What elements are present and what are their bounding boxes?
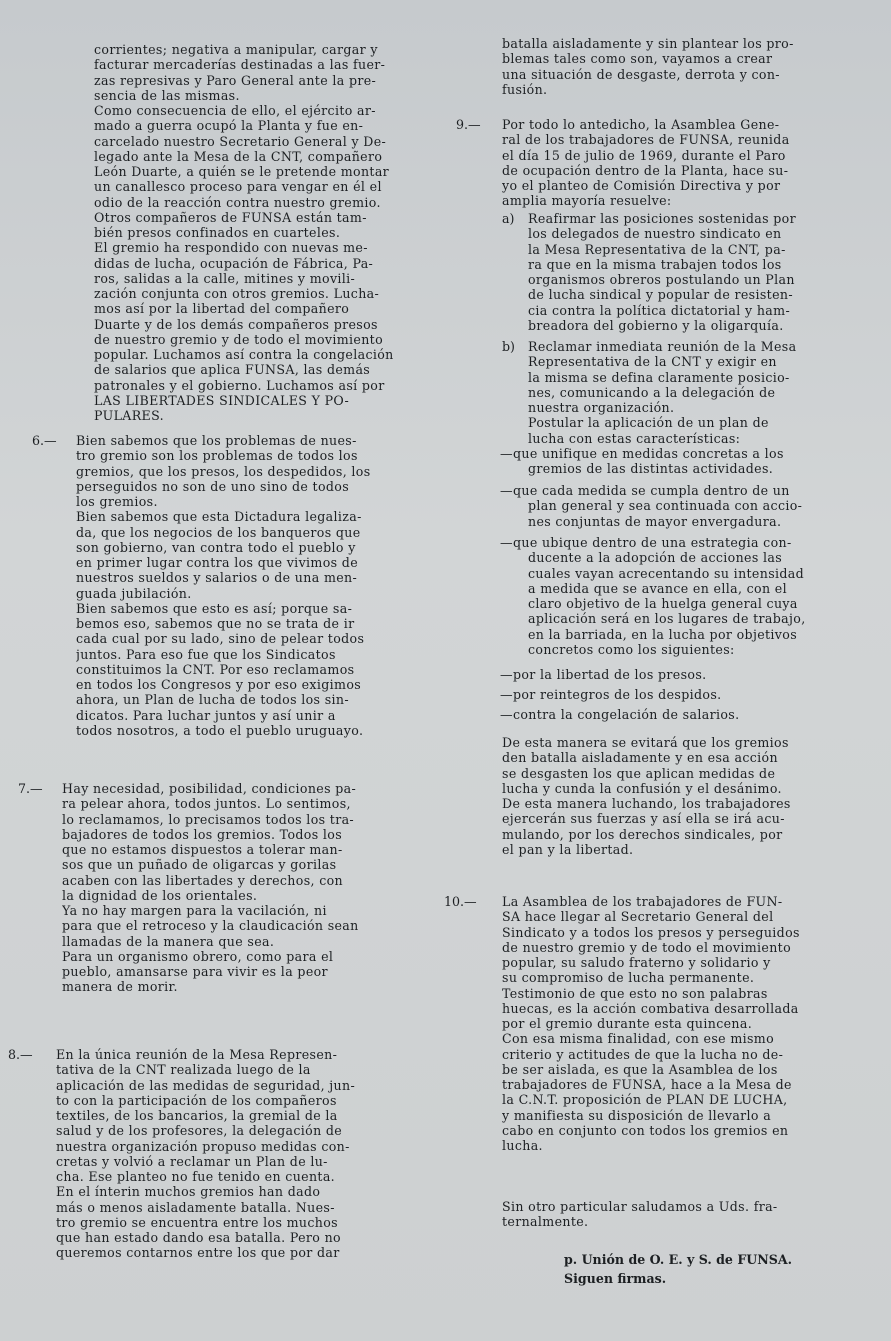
text-line: Representativa de la CNT y exigir en [528,354,777,370]
text-line: legado ante la Mesa de la CNT, compañero [94,148,383,164]
text-line: la misma se defina claramente posicio- [528,369,790,385]
text-line: ral de los trabajadores de FUNSA, reunida [502,132,790,148]
text-line: breadora del gobierno y la oligarquía. [528,317,784,333]
salutation [502,1199,878,1230]
text-line: corrientes; negativa a manipular, cargar y [94,42,378,57]
text-line: tro gremio son los problemas de todos los [76,448,358,464]
text-line: odio de la reacción contra nuestro gremio. [94,194,381,210]
text-line: textiles, de los bancarios, la gremial de la [56,1108,338,1123]
text-line: Duarte y de los demás compañeros presos [94,316,378,332]
text-line: LAS LIBERTADES SINDICALES Y PO- [94,392,350,408]
text-line: mado a guerra ocupó la Planta y fue en- [94,118,364,134]
text-line: patronales y el gobierno. Luchamos así por [94,377,385,393]
text-line: y manifiesta su disposición de llevarlo a [502,1107,772,1123]
text-line: cada cual por su lado, sino de pelear todos [76,631,365,647]
text-line: mos así por la libertad del compañero [94,301,350,317]
text-line: una situación de desgaste, derrota y con- [502,66,780,82]
text-line: tativa de la CNT realizada luego de la [56,1062,311,1078]
text-line: nes, comunicando a la delegación de [528,384,776,400]
text-line: ra pelear ahora, todos juntos. Lo sentimos, [62,796,351,812]
text-line: mulando, por los derechos sindicales, por [502,826,783,842]
text-line: —que ubique dentro de una estrategia con- [500,535,792,550]
text-line: Bien sabemos que esta Dictadura legaliza- [76,509,362,525]
text-line: Bien sabemos que los problemas de nues- [76,433,357,448]
text-line: carcelado nuestro Secretario General y De- [94,133,387,149]
text-line: perseguidos no son de uno sino de todos [76,478,350,494]
paragraph-7 [62,781,424,995]
text-line: —que unifique en medidas concretas a los [500,446,784,461]
text-line: de nuestro gremio y de todo el movimiento [94,331,384,347]
text-line: constituimos la CNT. Por eso reclamamos [76,661,355,677]
text-line: que han estado dando esa batalla. Pero no [56,1230,341,1245]
text-line: blemas tales como son, vayamos a crear [502,51,773,67]
text-line: de ocupación dentro de la Planta, hace su- [502,162,789,178]
text-line: más o menos aisladamente batalla. Nues- [56,1199,335,1215]
text-line: ahora, un Plan de lucha de todos los sin- [76,692,349,708]
text-line: En la única reunión de la Mesa Represen- [56,1047,338,1062]
text-line: un canallesco proceso para vengar en él el [94,179,382,195]
text-line: nes conjuntas de mayor envergadura. [528,513,782,529]
text-line: juntos. Para eso fue que los Sindicatos [76,646,336,662]
text-line: Para un organismo obrero, como para el [62,948,334,964]
text-line: tro gremio se encuentra entre los muchos [56,1214,338,1230]
text-line: Como consecuencia de ello, el ejército ar- [94,103,376,118]
text-line: Ya no hay margen para la vacilación, ni [62,903,327,918]
text-line: claro objetivo de la huelga general cuya [528,596,798,611]
text-line: el día 15 de julio de 1969, durante el Paro [502,147,786,163]
text-line: salud y de los profesores, la delegación de [56,1123,343,1139]
text-line: Postular la aplicación de un plan de [528,415,769,431]
text-line: ducente a la adopción de acciones las [528,550,783,566]
text-line: los delegados de nuestro sindicato en [528,226,782,242]
text-line: Con esa misma finalidad, con ese mismo [502,1031,775,1047]
text-line: En el ínterin muchos gremios han dado [56,1184,321,1200]
text-line: nuestros sueldos y salarios o de una men- [76,570,358,586]
text-line: plan general y sea continuada con accio- [528,498,803,514]
paragraph-6 [76,433,424,738]
text-line: para que el retroceso y la claudicación sean [62,918,359,934]
text-line: Sindicato y a todos los presos y perseguidos [502,924,800,940]
text-line: popular, su saludo fraterno y solidario y [502,955,771,970]
dash-item-5: —por reintegros de los despidos. [500,687,722,702]
text-line: de lucha sindical y popular de resisten- [528,287,793,303]
text-line: fusión. [502,81,548,97]
text-line: bién presos confinados en cuarteles. [94,225,341,240]
text-line: ra que en la misma trabajen todos los [528,256,782,272]
paragraph-8 [56,1047,426,1261]
text-line: De esta manera luchando, los trabajadores [502,796,791,811]
paragraph-10 [502,894,878,1153]
text-line: que no estamos dispuestos a tolerar man- [62,842,343,857]
text-line: León Duarte, a quién se le pretende montar [94,164,390,179]
dash-item-3 [500,535,878,657]
text-line: pueblo, amansarse para vivir es la peor [62,964,328,979]
text-line: todos nosotros, a todo el pueblo uruguayo. [76,722,364,738]
text-line: de salarios que aplica FUNSA, las demás [94,362,371,378]
text-line: Reafirmar las posiciones sostenidas por [528,211,796,226]
text-line: be ser aislada, es que la Asamblea de los [502,1061,778,1077]
text-line: Reclamar inmediata reunión de la Mesa [528,339,797,354]
text-line: bajadores de todos los gremios. Todos los [62,826,343,842]
text-line: zación conjunta con otros gremios. Lucha- [94,286,380,301]
text-line: lucha y cunda la confusión y el desánimo. [502,780,782,796]
text-line: da, que los negocios de los banqueros que [76,524,361,540]
text-line: to con la participación de los compañeros [56,1092,337,1108]
text-line: gremios de las distintas actividades. [528,461,774,477]
text-line: La Asamblea de los trabajadores de FUN- [502,894,783,909]
text-line: aplicación de las medidas de seguridad, jun- [56,1077,356,1093]
text-line: queremos contarnos entre los que por dar [56,1245,340,1261]
text-line: por el gremio durante esta quincena. [502,1016,753,1031]
text-line: ternalmente. [502,1214,589,1230]
text-line: facturar mercaderías destinadas a las fuer- [94,57,386,73]
text-line: —que cada medida se cumpla dentro de un [500,483,790,498]
text-line: cia contra la política dictatorial y ham- [528,302,791,318]
closing-paragraph-9 [502,735,878,857]
item-a [528,211,878,333]
text-line: aplicación será en los lugares de trabajo, [528,611,806,627]
dash-item-4: —por la libertad de los presos. [500,667,707,682]
text-line: zas represivas y Paro General ante la pre- [94,72,377,88]
text-line: lucha. [502,1138,543,1153]
text-line: Por todo lo antedicho, la Asamblea Gene- [502,117,780,132]
text-line: gremios, que los presos, los despedidos, los [76,463,371,479]
signature-block [564,1250,864,1288]
text-line: bemos eso, sabemos que no se trata de ir [76,616,355,631]
text-line: organismos obreros postulando un Plan [528,272,795,287]
text-line: De esta manera se evitará que los gremios [502,735,789,750]
text-line: de nuestro gremio y de todo el movimiento [502,939,792,955]
text-line: cha. Ese planteo no fue tenido en cuenta. [56,1169,336,1184]
text-line: huecas, es la acción combativa desarrollada [502,1000,799,1016]
text-line: nuestra organización propuso medidas con- [56,1138,350,1154]
paragraph-number-8: 8.— [8,1047,33,1062]
text-line: cabo en conjunto con todos los gremios en [502,1122,789,1138]
paragraph-number-10: 10.— [444,894,477,909]
text-line: SA hace llegar al Secretario General del [502,909,774,925]
text-line: los gremios. [76,494,158,509]
paragraph-number-6: 6.— [32,433,57,448]
text-line: en todos los Congresos y por eso exigimos [76,677,362,692]
text-line: dicatos. Para luchar juntos y así unir a [76,707,336,723]
text-line: Hay necesidad, posibilidad, condiciones pa- [62,781,357,796]
text-line: didas de lucha, ocupación de Fábrica, Pa- [94,255,374,271]
text-line: sos que un puñado de oligarcas y gorilas [62,857,337,873]
text-line: El gremio ha respondido con nuevas me- [94,240,368,256]
text-line: a medida que se avance en ella, con el [528,580,787,596]
text-line: den batalla aisladamente y en esa acción [502,750,778,766]
intro-text [94,42,424,423]
continuation-text [502,36,877,97]
dash-item-1 [500,446,878,477]
text-line: cretas y volvió a reclamar un Plan de lu- [56,1153,328,1169]
text-line: PULARES. [94,408,164,423]
text-line: yo el planteo de Comisión Directiva y por [502,178,781,193]
text-line: Sin otro particular saludamos a Uds. fra- [502,1199,778,1214]
text-line: trabajadores de FUNSA, hace a la Mesa de [502,1077,792,1092]
text-line: popular. Luchamos así contra la congelación [94,347,394,362]
text-line: su compromiso de lucha permanente. [502,970,755,986]
item-a-label: a) [502,211,515,226]
text-line: lucha con estas características: [528,430,741,446]
text-line: sencia de las mismas. [94,87,240,103]
paragraph-number-9: 9.— [456,117,481,132]
text-line: el pan y la libertad. [502,841,634,857]
item-b [528,339,878,446]
text-line: criterio y actitudes de que la lucha no de- [502,1046,784,1062]
text-line: la C.N.T. proposición de PLAN DE LUCHA, [502,1092,788,1108]
item-b-label: b) [502,339,515,354]
signature-union: p. Unión de O. E. y S. de FUNSA. [564,1252,793,1267]
text-line: Testimonio de que esto no son palabras [502,985,768,1001]
text-line: la Mesa Representativa de la CNT, pa- [528,241,786,257]
text-line: manera de morir. [62,979,178,995]
text-line: concretos como los siguientes: [528,641,735,657]
signature-note: Siguen firmas. [564,1271,667,1286]
text-line: la dignidad de los orientales. [62,887,258,903]
text-line: ejercerán sus fuerzas y así ella se irá acu- [502,811,785,827]
text-line: acaben con las libertades y derechos, con [62,872,344,888]
text-line: Bien sabemos que esto es así; porque sa- [76,600,353,616]
text-line: son gobierno, van contra todo el pueblo y [76,539,356,555]
text-line: cuales vayan acrecentando su intensidad [528,565,805,581]
text-line: ros, salidas a la calle, mitines y movili- [94,270,356,286]
paragraph-number-7: 7.— [18,781,43,796]
text-line: se desgasten los que aplican medidas de [502,765,776,781]
text-line: nuestra organización. [528,400,675,415]
dash-item-2 [500,483,878,529]
text-line: en la barriada, en la lucha por objetivos [528,626,798,642]
text-line: batalla aisladamente y sin plantear los pro- [502,36,794,51]
text-line: lo reclamamos, lo precisamos todos los tra- [62,811,355,827]
text-line: guada jubilación. [76,585,192,601]
text-line: en primer lugar contra los que vivimos de [76,555,359,570]
text-line: llamadas de la manera que sea. [62,933,275,949]
paragraph-9 [502,117,877,209]
dash-item-6: —contra la congelación de salarios. [500,707,740,722]
text-line: Otros compañeros de FUNSA están tam- [94,209,367,225]
text-line: amplia mayoría resuelve: [502,193,672,209]
